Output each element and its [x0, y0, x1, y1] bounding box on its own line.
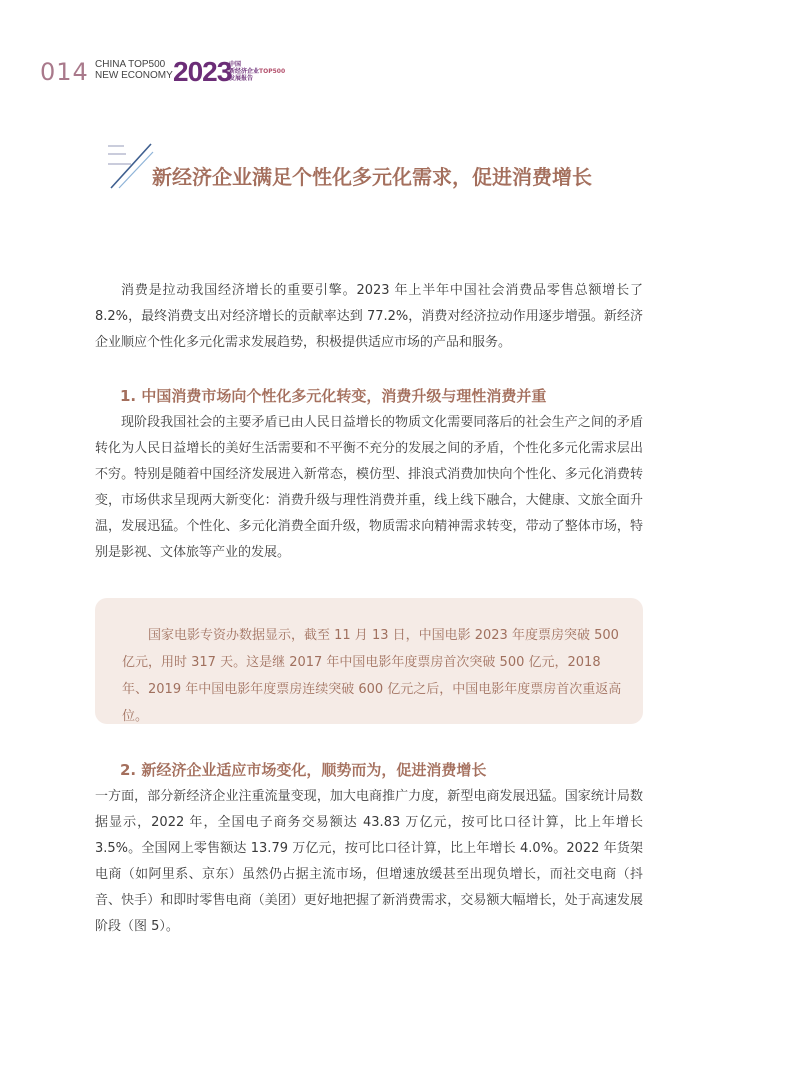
brand-chinese-line2: 新经济企业: [229, 68, 260, 75]
brand-year: 2023: [173, 56, 232, 87]
brand-chinese: [229, 61, 259, 82]
subheading-1: 1. 中国消费市场向个性化多元化转变，消费升级与理性消费并重: [120, 387, 547, 405]
brand-tag: TOP500: [259, 68, 286, 75]
brand-english-line1: CHINA TOP500: [95, 59, 166, 70]
subheading-2: 2. 新经济企业适应市场变化，顺势而为，促进消费增长: [120, 761, 487, 779]
page-number: 014: [40, 58, 89, 86]
callout-text: 国家电影专资办数据显示，截至 11 月 13 日，中国电影 2023 年度票房突破 500 亿元，用时 317 天。这是继 2017 年中国电影年度票房首次突破 500 亿元，2018 年、2019 年中国电影年度票房连续突破 600 亿元之后，中国电影年度票房首次重返高位。: [122, 628, 622, 724]
brand-english: [95, 59, 173, 81]
intro-paragraph: 消费是拉动我国经济增长的重要引擎。2023 年上半年中国社会消费品零售总额增长了 8.2%，最终消费支出对经济增长的贡献率达到 77.2%，消费对经济拉动作用逐步增强。新经济企业顺应个性化多元化需求发展趋势，积极提供适应市场的产品和服务。: [95, 283, 643, 350]
section-number-decoration-icon: [105, 136, 157, 194]
body-paragraph-2: 一方面，部分新经济企业注重流量变现，加大电商推广力度，新型电商发展迅猛。国家统计局数据显示，2022 年，全国电子商务交易额达 43.83 万亿元，按可比口径计算，比上年增长 3.5%。全国网上零售额达 13.79 万亿元，按可比口径计算，比上年增长 4.0%。2022 年货架电商（如阿里系、京东）虽然仍占据主流市场，但增速放缓甚至出现负增长，而社交电商（抖音、快手）和即时零售电商（美团）更好地把握了新消费需求，交易额大幅增长，处于高速发展阶段（图 5）。: [95, 789, 643, 934]
brand-chinese-line1: 中国: [229, 61, 242, 68]
section-title: 新经济企业满足个性化多元化需求，促进消费增长: [152, 165, 592, 189]
brand-english-line2: NEW ECONOMY: [95, 70, 173, 81]
body-paragraph-1: 现阶段我国社会的主要矛盾已由人民日益增长的物质文化需要同落后的社会生产之间的矛盾转化为人民日益增长的美好生活需要和不平衡不充分的发展之间的矛盾，个性化多元化需求层出不穷。特别是随着中国经济发展进入新常态，模仿型、排浪式消费加快向个性化、多元化消费转变，市场供求呈现两大新变化：消费升级与理性消费并重，线上线下融合，大健康、文旅全面升温，发展迅猛。个性化、多元化消费全面升级，物质需求向精神需求转变，带动了整体市场，特别是影视、文体旅等产业的发展。: [95, 415, 643, 560]
brand-chinese-line3: 发展报告: [229, 75, 254, 82]
